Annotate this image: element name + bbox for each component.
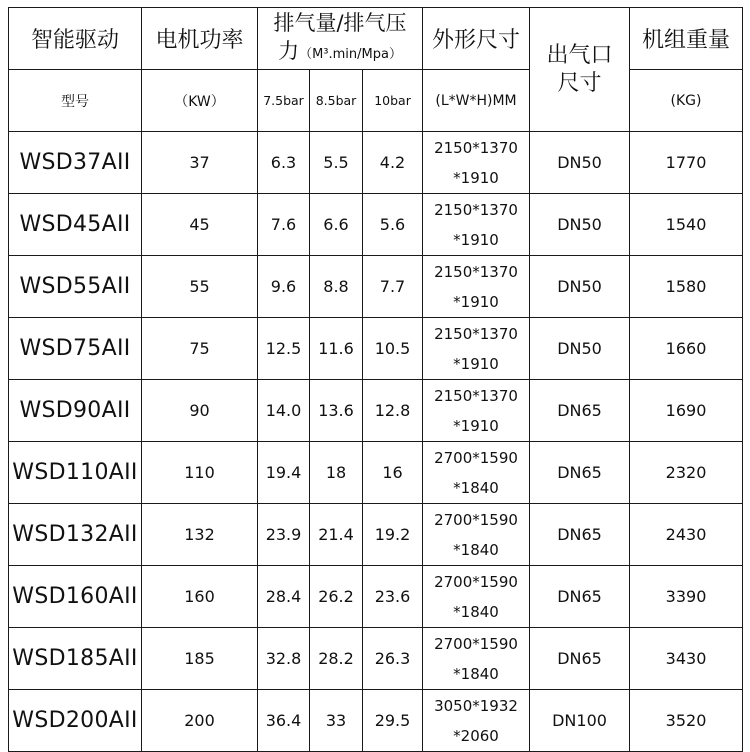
- table-row: [9, 504, 743, 566]
- dimensions-line1: 2150*1370: [434, 138, 518, 157]
- delivery-10bar-cell: 26.3: [363, 628, 423, 690]
- delivery-7-5bar-cell: 32.8: [258, 628, 310, 690]
- delivery-8-5bar-cell: 18: [310, 442, 363, 504]
- dimensions-line2: *1910: [453, 230, 499, 249]
- model-cell: WSD45AII: [9, 194, 142, 256]
- weight-cell: 1690: [630, 380, 743, 442]
- header-dim-unit: (L*W*H)MM: [423, 70, 530, 132]
- weight-cell: 1580: [630, 256, 743, 318]
- weight-cell: 2320: [630, 442, 743, 504]
- delivery-7-5bar-cell: 36.4: [258, 690, 310, 752]
- weight-cell: 2430: [630, 504, 743, 566]
- dimensions-line2: *1910: [453, 168, 499, 187]
- delivery-10bar-cell: 29.5: [363, 690, 423, 752]
- header-power-unit: （KW）: [142, 70, 258, 132]
- weight-cell: 3390: [630, 566, 743, 628]
- dimensions-line2: *2060: [453, 726, 499, 745]
- outlet-cell: DN65: [530, 442, 630, 504]
- header-outlet-line1: 出气口: [546, 42, 613, 68]
- model-cell: WSD110AII: [9, 442, 142, 504]
- header-weight: 机组重量: [630, 8, 743, 70]
- outlet-cell: DN50: [530, 318, 630, 380]
- outlet-cell: DN50: [530, 132, 630, 194]
- dimensions-line1: 3050*1932: [434, 696, 518, 715]
- delivery-10bar-cell: 4.2: [363, 132, 423, 194]
- power-cell: 75: [142, 318, 258, 380]
- table-row: [9, 380, 743, 442]
- table-row: [9, 442, 743, 504]
- table-row: [9, 318, 743, 380]
- delivery-7-5bar-cell: 12.5: [258, 318, 310, 380]
- header-row-1: [9, 8, 743, 70]
- table-row: [9, 256, 743, 318]
- delivery-8-5bar-cell: 6.6: [310, 194, 363, 256]
- delivery-8-5bar-cell: 13.6: [310, 380, 363, 442]
- delivery-10bar-cell: 19.2: [363, 504, 423, 566]
- outlet-cell: DN65: [530, 380, 630, 442]
- model-cell: WSD200AII: [9, 690, 142, 752]
- header-row-2: [9, 70, 743, 132]
- model-cell: WSD90AII: [9, 380, 142, 442]
- delivery-8-5bar-cell: 26.2: [310, 566, 363, 628]
- dimensions-line1: 2150*1370: [434, 200, 518, 219]
- delivery-7-5bar-cell: 7.6: [258, 194, 310, 256]
- header-pressure-7-5bar: 7.5bar: [258, 70, 310, 132]
- delivery-10bar-cell: 12.8: [363, 380, 423, 442]
- model-cell: WSD55AII: [9, 256, 142, 318]
- outlet-cell: DN100: [530, 690, 630, 752]
- outlet-cell: DN65: [530, 566, 630, 628]
- dimensions-line1: 2700*1590: [434, 510, 518, 529]
- dimensions-cell: [423, 318, 530, 380]
- header-air-line1: 排气量/排气压: [273, 10, 407, 35]
- delivery-8-5bar-cell: 8.8: [310, 256, 363, 318]
- dimensions-line2: *1910: [453, 292, 499, 311]
- dimensions-cell: [423, 566, 530, 628]
- dimensions-cell: [423, 380, 530, 442]
- header-model: 型号: [9, 70, 142, 132]
- delivery-7-5bar-cell: 23.9: [258, 504, 310, 566]
- delivery-7-5bar-cell: 19.4: [258, 442, 310, 504]
- dimensions-cell: [423, 504, 530, 566]
- table-row: [9, 690, 743, 752]
- delivery-8-5bar-cell: 11.6: [310, 318, 363, 380]
- power-cell: 55: [142, 256, 258, 318]
- model-cell: WSD37AII: [9, 132, 142, 194]
- power-cell: 45: [142, 194, 258, 256]
- dimensions-line1: 2150*1370: [434, 324, 518, 343]
- table-row: [9, 194, 743, 256]
- dimensions-line2: *1840: [453, 540, 499, 559]
- header-outlet: [530, 8, 630, 132]
- weight-cell: 1540: [630, 194, 743, 256]
- header-air-delivery: [258, 8, 423, 70]
- dimensions-cell: [423, 628, 530, 690]
- dimensions-line2: *1840: [453, 478, 499, 497]
- outlet-cell: DN65: [530, 628, 630, 690]
- power-cell: 200: [142, 690, 258, 752]
- weight-cell: 3430: [630, 628, 743, 690]
- delivery-10bar-cell: 10.5: [363, 318, 423, 380]
- power-cell: 110: [142, 442, 258, 504]
- header-pressure-8-5bar: 8.5bar: [310, 70, 363, 132]
- dimensions-line1: 2700*1590: [434, 448, 518, 467]
- header-air-unit: （M³.min/Mpa）: [299, 46, 402, 62]
- dimensions-cell: [423, 442, 530, 504]
- dimensions-line1: 2700*1590: [434, 634, 518, 653]
- dimensions-line2: *1840: [453, 602, 499, 621]
- header-weight-unit: (KG): [630, 70, 743, 132]
- header-pressure-10bar: 10bar: [363, 70, 423, 132]
- dimensions-line1: 2150*1370: [434, 262, 518, 281]
- outlet-cell: DN65: [530, 504, 630, 566]
- header-motor-power: 电机功率: [142, 8, 258, 70]
- table-row: [9, 628, 743, 690]
- header-dimensions: 外形尺寸: [423, 8, 530, 70]
- model-cell: WSD132AII: [9, 504, 142, 566]
- dimensions-cell: [423, 194, 530, 256]
- header-outlet-line2: 尺寸: [557, 70, 602, 96]
- power-cell: 185: [142, 628, 258, 690]
- dimensions-line2: *1910: [453, 354, 499, 373]
- dimensions-cell: [423, 132, 530, 194]
- delivery-7-5bar-cell: 6.3: [258, 132, 310, 194]
- power-cell: 37: [142, 132, 258, 194]
- weight-cell: 1660: [630, 318, 743, 380]
- delivery-7-5bar-cell: 28.4: [258, 566, 310, 628]
- dimensions-line2: *1840: [453, 664, 499, 683]
- delivery-7-5bar-cell: 9.6: [258, 256, 310, 318]
- delivery-7-5bar-cell: 14.0: [258, 380, 310, 442]
- delivery-8-5bar-cell: 5.5: [310, 132, 363, 194]
- outlet-cell: DN50: [530, 256, 630, 318]
- outlet-cell: DN50: [530, 194, 630, 256]
- header-drive: 智能驱动: [9, 8, 142, 70]
- model-cell: WSD185AII: [9, 628, 142, 690]
- delivery-10bar-cell: 7.7: [363, 256, 423, 318]
- header-air-line2: 力: [278, 38, 300, 63]
- delivery-8-5bar-cell: 28.2: [310, 628, 363, 690]
- delivery-8-5bar-cell: 21.4: [310, 504, 363, 566]
- weight-cell: 3520: [630, 690, 743, 752]
- table-row: [9, 132, 743, 194]
- model-cell: WSD75AII: [9, 318, 142, 380]
- power-cell: 160: [142, 566, 258, 628]
- dimensions-line2: *1910: [453, 416, 499, 435]
- dimensions-cell: [423, 256, 530, 318]
- dimensions-line1: 2700*1590: [434, 572, 518, 591]
- table-row: [9, 566, 743, 628]
- power-cell: 90: [142, 380, 258, 442]
- power-cell: 132: [142, 504, 258, 566]
- model-cell: WSD160AII: [9, 566, 142, 628]
- delivery-8-5bar-cell: 33: [310, 690, 363, 752]
- delivery-10bar-cell: 16: [363, 442, 423, 504]
- weight-cell: 1770: [630, 132, 743, 194]
- spec-table: [8, 7, 743, 752]
- dimensions-line1: 2150*1370: [434, 386, 518, 405]
- dimensions-cell: [423, 690, 530, 752]
- delivery-10bar-cell: 5.6: [363, 194, 423, 256]
- delivery-10bar-cell: 23.6: [363, 566, 423, 628]
